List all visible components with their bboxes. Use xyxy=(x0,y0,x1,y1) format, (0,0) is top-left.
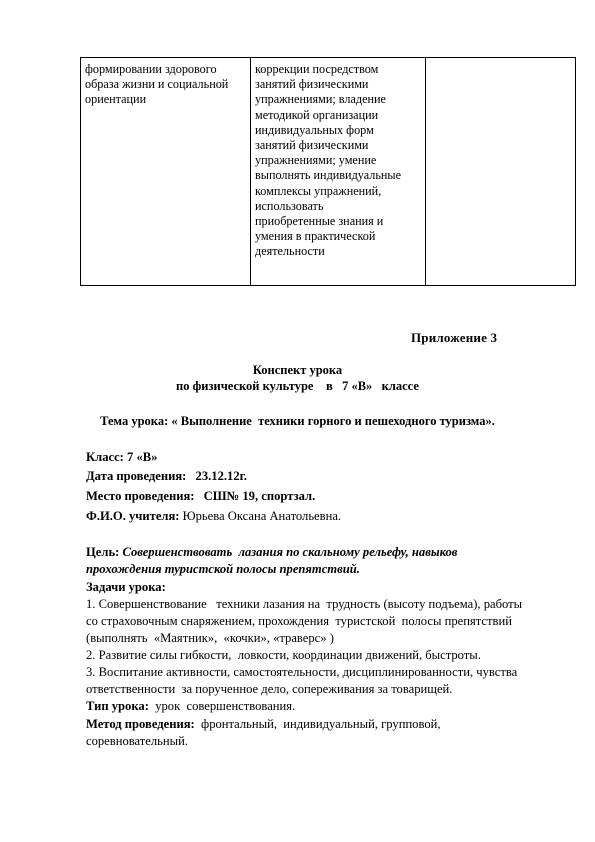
class-value: 7 «В» xyxy=(127,450,158,464)
competencies-table xyxy=(80,57,576,286)
lesson-topic: Тема урока: « Выполнение техники горного и пешеходного туризма». xyxy=(100,414,495,428)
table-cell-2 xyxy=(251,58,426,286)
lesson-type-line xyxy=(86,699,295,714)
lesson-type-label: Тип урока: xyxy=(86,699,149,713)
task-line: со страховочным снаряжением, прохождения туристской полосы препятствий xyxy=(86,614,512,628)
task-line: ответственности за порученное дело, сопереживания за товарищей. xyxy=(86,682,453,696)
goal-line-1 xyxy=(86,545,457,560)
task-line: 2. Развитие силы гибкости, ловкости, координации движений, быстроты. xyxy=(86,648,481,662)
date-label: Дата проведения: xyxy=(86,469,187,483)
place-label: Место проведения: xyxy=(86,489,195,503)
goal-line-2 xyxy=(86,562,360,577)
method-line-1 xyxy=(86,717,441,732)
class-label: Класс: xyxy=(86,450,124,464)
goal-text-1: Совершенствовать лазания по скальному рельефу, навыков xyxy=(119,545,458,559)
teacher-line xyxy=(86,509,341,524)
place-line xyxy=(86,489,315,504)
method-line-2 xyxy=(86,734,188,749)
teacher-value: Юрьева Оксана Анатольевна. xyxy=(179,509,342,523)
goal-text-2: прохождения туристской полосы препятствий. xyxy=(86,562,360,576)
date-value: 23.12.12г. xyxy=(195,469,248,483)
method-label: Метод проведения: xyxy=(86,717,195,731)
conspect-title: Конспект урока xyxy=(252,363,343,377)
task-line: 1. Совершенствование техники лазания на трудность (высоту подъема), работы xyxy=(86,597,523,611)
table-cell-3 xyxy=(426,58,576,286)
goal-label: Цель: xyxy=(86,545,120,559)
cell-text: коррекции посредством занятий физическими упражнениями; владение методикой организации индивидуальных форм занятий физическими упражнениями; умение выполнять индивидуальные комплексы упражнений, использовать приобретенные знания и умения в практической деятельности xyxy=(255,62,401,259)
task-line: (выполнять «Маятник», «кочки», «траверс» ) xyxy=(86,631,334,645)
task-line: 3. Воспитание активности, самостоятельности, дисциплинированности, чувства xyxy=(86,665,518,679)
method-text-2: соревновательный. xyxy=(86,734,189,748)
method-text-1: фронтальный, индивидуальный, групповой, xyxy=(194,717,441,731)
lesson-type-value: урок совершенствования. xyxy=(148,699,296,713)
class-line xyxy=(86,450,157,465)
tasks-heading: Задачи урока: xyxy=(86,580,166,594)
date-line xyxy=(86,469,247,484)
table-row xyxy=(81,58,576,286)
table-cell-1 xyxy=(81,58,251,286)
teacher-label: Ф.И.О. учителя: xyxy=(86,509,180,523)
appendix-label: Приложение 3 xyxy=(411,330,498,345)
place-value: СШ№ 19, спортзал. xyxy=(203,489,316,503)
cell-text: формировании здорового образа жизни и социальной ориентации xyxy=(85,62,229,107)
conspect-subtitle: по физической культуре в 7 «В» классе xyxy=(176,379,419,393)
